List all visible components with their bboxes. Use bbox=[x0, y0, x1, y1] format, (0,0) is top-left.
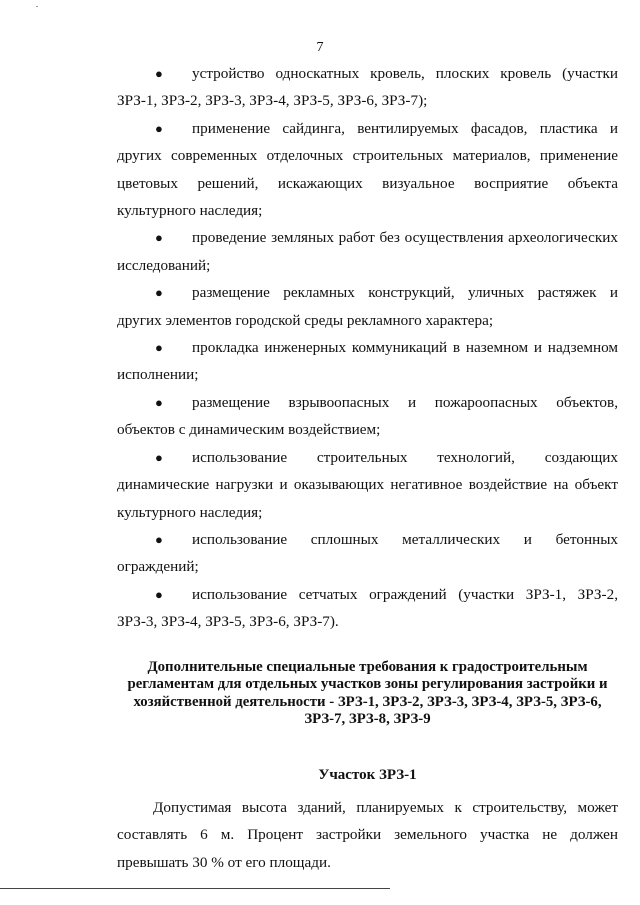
list-item-text: использование строительных технологий, создающих динамические нагрузки и оказывающих негативное воздействие на объект культурного наследия; bbox=[117, 448, 618, 521]
bullet-icon: ● bbox=[155, 449, 163, 465]
list-item bbox=[117, 389, 618, 444]
bullet-icon: ● bbox=[155, 340, 163, 356]
bullet-icon: ● bbox=[155, 285, 163, 301]
list-item-text: прокладка инженерных коммуникаций в наземном и надземном исполнении; bbox=[117, 339, 618, 384]
document-body bbox=[117, 60, 618, 876]
scan-artifact bbox=[36, 6, 38, 7]
list-item-text: использование сплошных металлических и бетонных ограждений; bbox=[117, 530, 618, 576]
body-paragraph: Допустимая высота зданий, планируемых к строительству, может составлять 6 м. Процент застройки земельного участка не должен превышать 30 % от его площади. bbox=[117, 798, 618, 871]
footer-divider bbox=[0, 888, 390, 889]
list-item-text: размещение взрывоопасных и пожароопасных объектов, объектов с динамическим воздействием; bbox=[117, 393, 618, 439]
list-item-text: использование сетчатых ограждений (участки ЗРЗ-1, ЗРЗ-2, ЗРЗ-3, ЗРЗ-4, ЗРЗ-5, ЗРЗ-6, ЗРЗ-7). bbox=[117, 585, 618, 631]
bullet-icon: ● bbox=[155, 66, 163, 81]
bullet-icon: ● bbox=[155, 586, 163, 602]
list-item bbox=[117, 60, 618, 115]
list-item bbox=[117, 581, 618, 636]
subsection-heading: Участок ЗРЗ-1 bbox=[318, 766, 417, 783]
list-item bbox=[117, 115, 618, 225]
bullet-icon: ● bbox=[155, 120, 163, 136]
list-item bbox=[117, 279, 618, 334]
list-item bbox=[117, 224, 618, 279]
list-item bbox=[117, 444, 618, 526]
prohibitions-list bbox=[117, 60, 618, 636]
page-number: 7 bbox=[316, 40, 324, 55]
list-item-text: размещение рекламных конструкций, уличных растяжек и других элементов городской среды рекламного характера; bbox=[117, 284, 618, 329]
section-heading: Дополнительные специальные требования к градостроительным регламентам для отдельных участков зоны регулирования застройки и хозяйственной деятельности - ЗРЗ-1, ЗРЗ-2, ЗРЗ-3, ЗРЗ-4, ЗРЗ-5, ЗРЗ-6, ЗРЗ-7, ЗРЗ-8, ЗРЗ-9 bbox=[127, 658, 608, 728]
list-item bbox=[117, 334, 618, 389]
bullet-icon: ● bbox=[155, 531, 163, 547]
list-item-text: проведение земляных работ без осуществления археологических исследований; bbox=[117, 229, 618, 274]
list-item bbox=[117, 526, 618, 581]
bullet-icon: ● bbox=[155, 230, 163, 246]
list-item-text: применение сайдинга, вентилируемых фасадов, пластика и других современных отделочных строительных материалов, применение цветовых решений, искажающих визуальное восприятие объекта культурного наследия; bbox=[117, 119, 618, 220]
list-item-text: устройство односкатных кровель, плоских кровель (участки ЗРЗ-1, ЗРЗ-2, ЗРЗ-3, ЗРЗ-4, ЗРЗ-5, ЗРЗ-6, ЗРЗ-7); bbox=[117, 65, 618, 110]
bullet-icon: ● bbox=[155, 394, 163, 410]
